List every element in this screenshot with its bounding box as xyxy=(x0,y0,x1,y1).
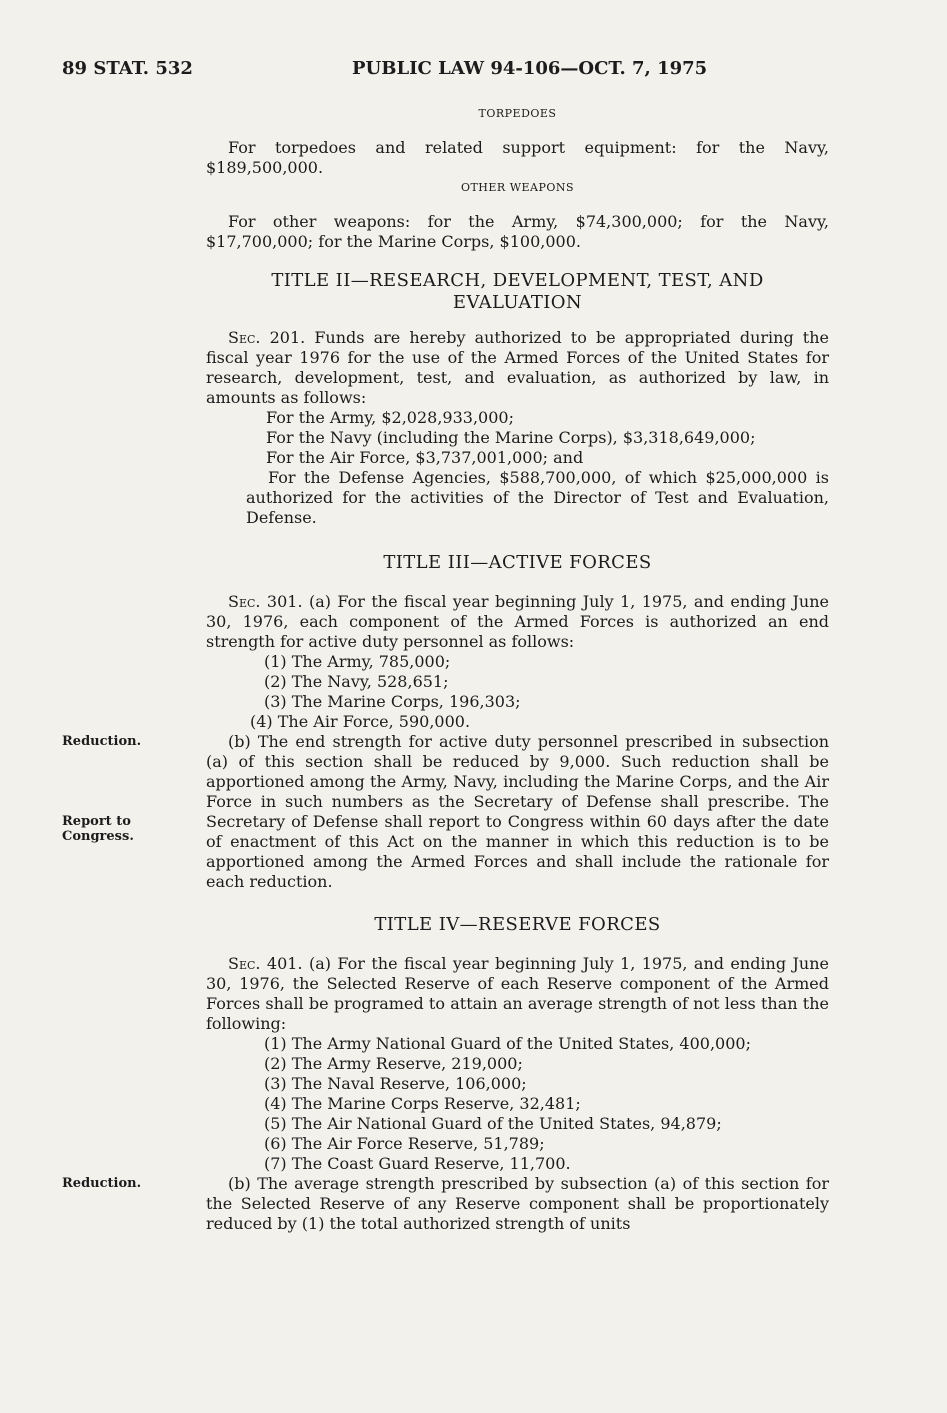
section-401-text: (a) For the fiscal year beginning July 1, 1975, and ending June 30, 1976, the Selected Reserve of each Reserve component of the Armed Forces shall be programed to attain an average strength of not less than the following: xyxy=(206,954,829,1033)
torpedoes-heading: TORPEDOES xyxy=(478,107,557,120)
section-301-item: (4) The Air Force, 590,000. xyxy=(250,712,471,731)
section-301-item: (2) The Navy, 528,651; xyxy=(264,672,449,691)
section-401-intro xyxy=(206,954,829,1034)
other-weapons-heading: OTHER WEAPONS xyxy=(460,181,575,194)
section-401-item: (7) The Coast Guard Reserve, 11,700. xyxy=(264,1154,571,1173)
page-stat-number: 89 STAT. 532 xyxy=(62,58,193,79)
title-4-section xyxy=(206,914,829,1234)
page-running-title: PUBLIC LAW 94-106—OCT. 7, 1975 xyxy=(352,58,708,79)
margin-note-reduction: Reduction. xyxy=(62,734,142,749)
section-401-paragraph-b: (b) The average strength prescribed by subsection (a) of this section for the Selected Reserve of any Reserve component shall be proportionately reduced by (1) the total authorized strength of units xyxy=(206,1174,829,1233)
torpedoes-paragraph: For torpedoes and related support equipment: for the Navy, $189,500,000. xyxy=(206,138,829,177)
section-201-item: For the Army, $2,028,933,000; xyxy=(266,408,514,427)
section-201-item: For the Navy (including the Marine Corps), $3,318,649,000; xyxy=(266,428,756,447)
title-2-heading-line1: TITLE II—RESEARCH, DEVELOPMENT, TEST, AND xyxy=(271,270,764,291)
section-301-label: Sec. 301. xyxy=(228,592,303,611)
section-301-intro xyxy=(206,592,829,652)
section-201-label: Sec. 201. xyxy=(228,328,306,347)
title-2-section xyxy=(206,270,829,528)
section-401-item: (1) The Army National Guard of the United States, 400,000; xyxy=(264,1034,751,1053)
other-weapons-paragraph: For other weapons: for the Army, $74,300,000; for the Navy, $17,700,000; for the Marine Corps, $100,000. xyxy=(206,212,829,251)
section-401-item: (5) The Air National Guard of the United States, 94,879; xyxy=(264,1114,722,1133)
section-301-paragraph-b: (b) The end strength for active duty personnel prescribed in subsection (a) of this section shall be reduced by 9,000. Such reduction shall be apportioned among the Army, Navy, including the Marine Corps, and the Air Force in such numbers as the Secretary of Defense shall prescribe. The Secretary of Defense shall report to Congress within 60 days after the date of enactment of this Act on the manner in which this reduction is to be apportioned among the Armed Forces and shall include the rationale for each reduction. xyxy=(206,732,829,891)
margin-note-line: Congress. xyxy=(62,829,134,844)
section-201-item: For the Air Force, $3,737,001,000; and xyxy=(266,448,584,467)
margin-note-line: Report to xyxy=(62,814,131,829)
section-201-intro xyxy=(206,328,829,408)
other-weapons-section xyxy=(206,178,829,252)
section-201-text: Funds are hereby authorized to be appropriated during the fiscal year 1976 for the use of the Armed Forces of the United States for research, development, test, and evaluation, as authorized by law, in amounts as follows: xyxy=(206,328,829,407)
margin-note-report-to-congress xyxy=(62,814,134,844)
section-401-label: Sec. 401. xyxy=(228,954,303,973)
title-3-heading: TITLE III—ACTIVE FORCES xyxy=(383,552,652,573)
section-401-item: (4) The Marine Corps Reserve, 32,481; xyxy=(264,1094,581,1113)
margin-note-reduction: Reduction. xyxy=(62,1176,142,1191)
title-3-section xyxy=(206,552,829,892)
section-301-text: (a) For the fiscal year beginning July 1, 1975, and ending June 30, 1976, each component of the Armed Forces is authorized an end strength for active duty personnel as follows: xyxy=(206,592,829,651)
section-201-item: For the Defense Agencies, $588,700,000, of which $25,000,000 is authorized for the activities of the Director of Test and Evaluation, Defense. xyxy=(246,468,829,527)
section-401-item: (6) The Air Force Reserve, 51,789; xyxy=(264,1134,545,1153)
torpedoes-section xyxy=(206,104,829,178)
title-2-heading-line2: EVALUATION xyxy=(452,292,583,313)
section-401-item: (2) The Army Reserve, 219,000; xyxy=(264,1054,523,1073)
section-301-item: (3) The Marine Corps, 196,303; xyxy=(264,692,521,711)
title-4-heading: TITLE IV—RESERVE FORCES xyxy=(374,914,661,935)
section-401-item: (3) The Naval Reserve, 106,000; xyxy=(264,1074,527,1093)
section-301-item: (1) The Army, 785,000; xyxy=(264,652,451,671)
